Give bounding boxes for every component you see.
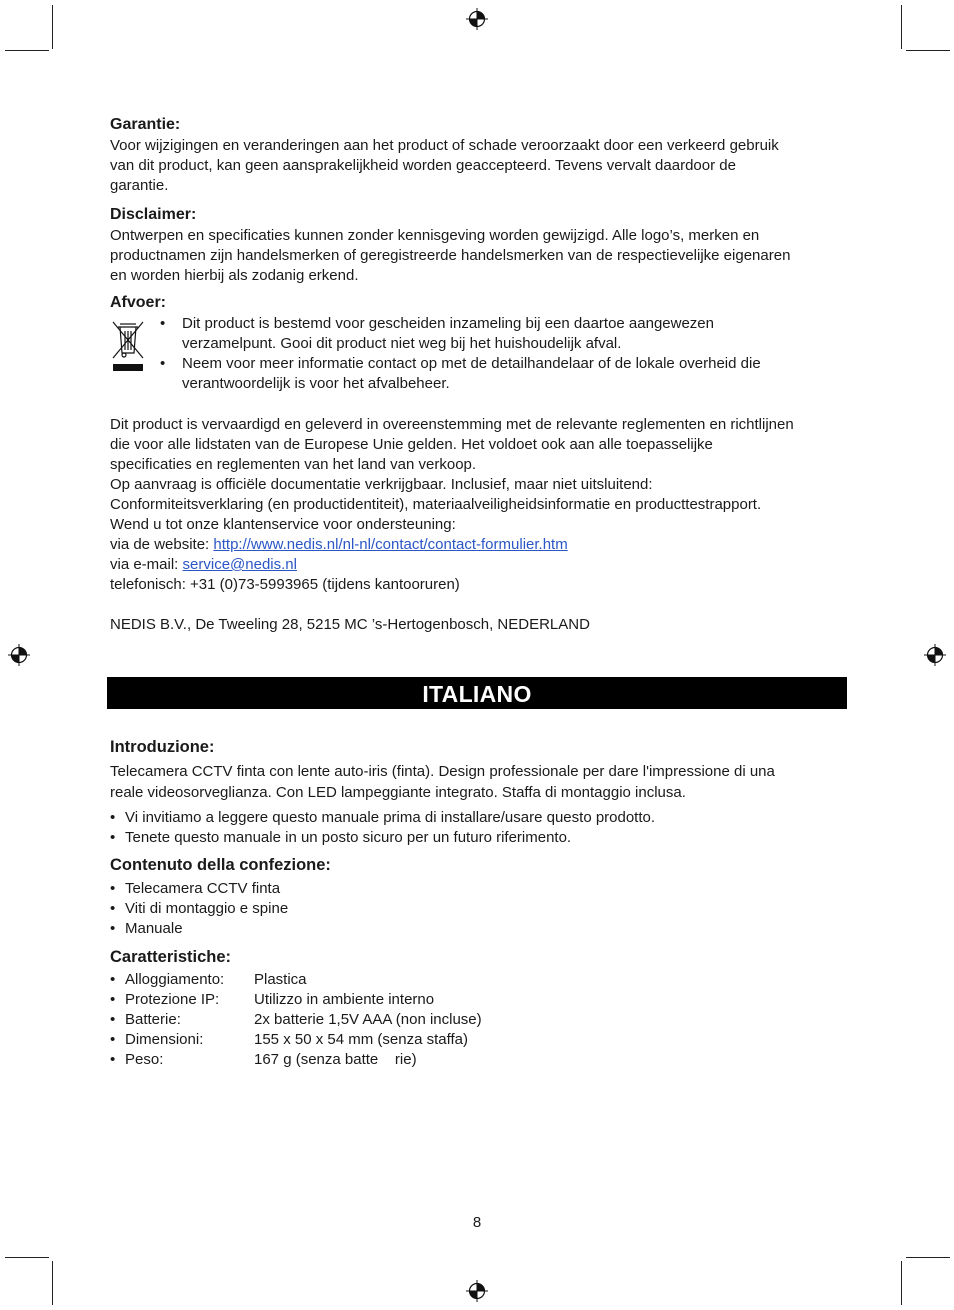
bullet: • [160,355,166,372]
phone-line: telefonisch: +31 (0)73-5993965 (tijdens kantooruren) [110,576,460,593]
text-line: Conformiteitsverklaring (en productidentiteit), materiaalveiligheidsinformatie en producttestrapport. [110,496,762,513]
list-item-text: Vi invitiamo a leggere questo manuale prima di installare/usare questo prodotto. [125,809,656,826]
contenuto-heading: Contenuto della confezione: [110,856,331,874]
afvoer-list [160,314,850,394]
text-line: Ontwerpen en specificaties kunnen zonder kennisgeving worden gewijzigd. Alle logo’s, merken en [110,227,760,244]
afvoer-block [110,314,850,394]
list-item [110,808,850,828]
list-item-text: Viti di montaggio e spine [125,900,289,917]
company-address: NEDIS B.V., De Tweeling 28, 5215 MC ’s-Hertogenbosch, NEDERLAND [110,616,590,633]
list-item-text: Telecamera CCTV finta [125,880,281,897]
website-link[interactable]: http://www.nedis.nl/nl-nl/contact/contact-formulier.htm [213,536,568,553]
garantie-heading: Garantie: [110,116,181,133]
bullet: • [110,829,116,846]
spec-value: 167 g (senza batte rie) [254,1051,417,1068]
registration-mark-icon [466,8,488,30]
bullet: • [110,920,116,937]
crop-mark [901,5,902,49]
list-item [160,354,850,394]
list-item-text: Tenete questo manuale in un posto sicuro per un futuro riferimento. [125,829,572,846]
contenuto-list [110,879,850,939]
bullet: • [110,900,116,917]
text-line: en worden hierbij als zodanig erkend. [110,267,359,284]
text-line: reale videosorveglianza. Con LED lampeggiante integrato. Staffa di montaggio inclusa. [110,784,686,801]
page-number: 8 [472,1214,482,1231]
crop-mark [52,1261,53,1305]
text-line: van dit product, kan geen aansprakelijkheid worden geaccepteerd. Tevens vervalt daardoor de [110,157,736,174]
spec-key: Dimensioni: [125,1031,204,1048]
crop-mark [52,5,53,49]
bullet: • [160,315,166,332]
email-line [110,555,850,575]
bullet: • [110,1011,116,1028]
spec-row [110,1010,850,1030]
text-line: Dit product is bestemd voor gescheiden inzameling bij een daartoe aangewezen [182,315,714,332]
spec-row [110,1050,850,1070]
spec-row [110,970,850,990]
bullet: • [110,991,116,1008]
spec-value: 2x batterie 1,5V AAA (non incluse) [254,1011,482,1028]
crop-mark [906,50,950,51]
language-banner: ITALIANO [107,677,847,709]
spec-key: Peso: [125,1051,164,1068]
afvoer-heading: Afvoer: [110,294,167,311]
crop-mark [5,50,49,51]
text-line: Op aanvraag is officiële documentatie verkrijgbaar. Inclusief, maar niet uitsluitend: [110,476,653,493]
text-line: Telecamera CCTV finta con lente auto-iris (finta). Design professionale per dare l'impressione di una [110,763,775,780]
introduzione-text [110,761,850,803]
spec-value: Utilizzo in ambiente interno [254,991,435,1008]
dutch-section [110,115,850,635]
text-line: verantwoordelijk is voor het afvalbeheer. [182,375,450,392]
text-line: verzamelpunt. Gooi dit product niet weg bij het huishoudelijk afval. [182,335,622,352]
text-line: Neem voor meer informatie contact op met de detailhandelaar of de lokale overheid die [182,355,761,372]
list-item [160,314,850,354]
bullet: • [110,1051,116,1068]
spec-value: Plastica [254,971,307,988]
email-label: via e-mail: [110,556,183,573]
crop-mark [5,1257,49,1258]
spec-row [110,1030,850,1050]
bullet: • [110,1031,116,1048]
email-link[interactable]: service@nedis.nl [182,556,297,573]
introduzione-list [110,808,850,848]
compliance-text [110,415,850,595]
crop-mark [901,1261,902,1305]
website-label: via de website: [110,536,214,553]
spec-key: Protezione IP: [125,991,220,1008]
spec-key: Batterie: [125,1011,181,1028]
text-line: Voor wijzigingen en veranderingen aan het product of schade veroorzaakt door een verkeerd gebruik [110,137,779,154]
bullet: • [110,880,116,897]
spec-value: 155 x 50 x 54 mm (senza staffa) [254,1031,468,1048]
text-line: Wend u tot onze klantenservice voor ondersteuning: [110,516,456,533]
crop-mark [906,1257,950,1258]
text-line: specificaties en reglementen van het land van verkoop. [110,456,477,473]
garantie-text [110,136,850,196]
disclaimer-heading: Disclaimer: [110,206,197,223]
list-item [110,879,850,899]
introduzione-heading: Introduzione: [110,738,215,756]
spec-row [110,990,850,1010]
text-line: die voor alle lidstaten van de Europese Unie gelden. Het voldoet ook aan alle toepasselijke [110,436,713,453]
bullet: • [110,971,116,988]
list-item [110,828,850,848]
list-item [110,919,850,939]
registration-mark-icon [924,644,946,666]
text-line: Dit product is vervaardigd en geleverd in overeenstemming met de relevante reglementen en richtlijnen [110,416,794,433]
list-item [110,899,850,919]
crossed-out-wheelie-bin-icon [110,320,146,372]
bullet: • [110,809,116,826]
caratteristiche-heading: Caratteristiche: [110,948,232,966]
text-line: garantie. [110,177,169,194]
registration-mark-icon [466,1280,488,1302]
text-line: productnamen zijn handelsmerken of geregistreerde handelsmerken van de respectievelijke eigenaren [110,247,791,264]
disclaimer-text [110,226,850,286]
spec-key: Alloggiamento: [125,971,225,988]
website-line [110,535,850,555]
registration-mark-icon [8,644,30,666]
italian-section [110,737,850,1070]
list-item-text: Manuale [125,920,183,937]
specs-list [110,970,850,1070]
